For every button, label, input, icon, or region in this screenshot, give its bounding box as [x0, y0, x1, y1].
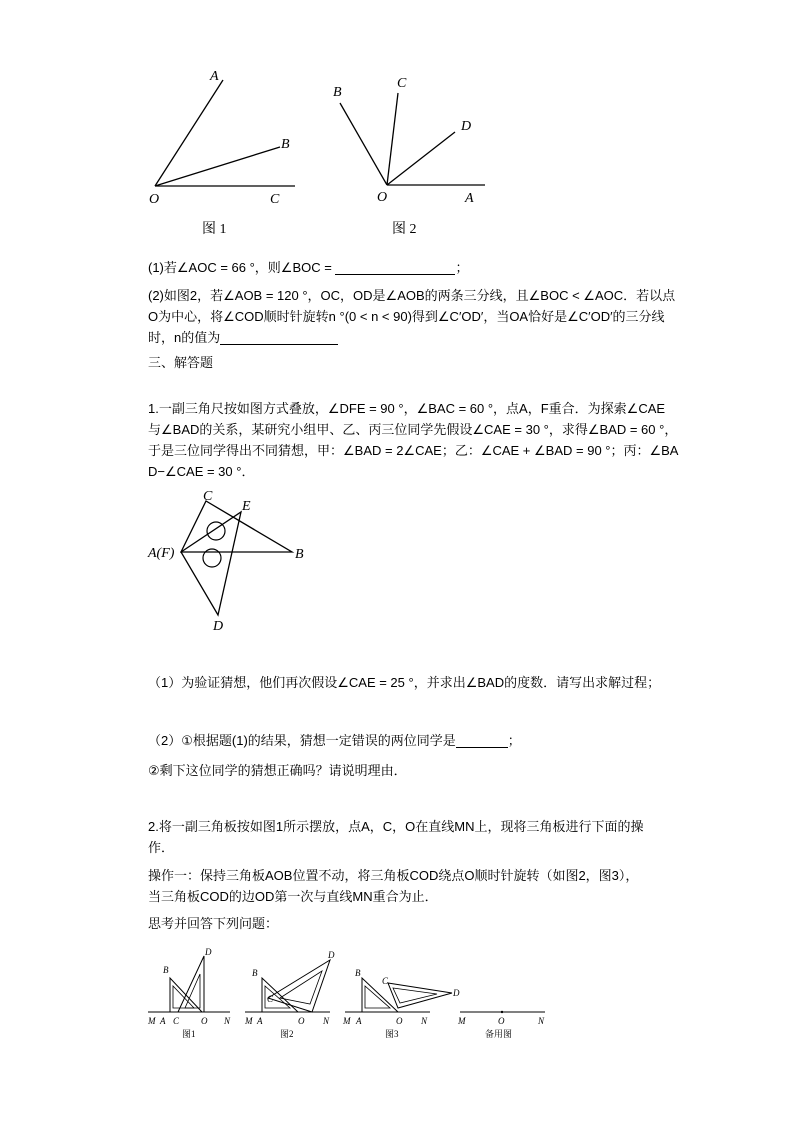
- problem-1-part-2a-text: （2）①根据题(1)的结果，猜想一定错误的两位同学是: [148, 733, 456, 748]
- label-c: C: [270, 192, 280, 207]
- triangle-cod: [388, 983, 452, 1008]
- label-c: C: [173, 1016, 180, 1026]
- question-2-line-3-text: 时，n的值为: [148, 330, 221, 345]
- label-n: N: [224, 1016, 231, 1026]
- caption-spare: 备用图: [485, 1029, 513, 1039]
- label-a: A: [356, 1016, 362, 1026]
- label-b: B: [252, 968, 258, 978]
- label-n: N: [421, 1016, 428, 1026]
- small-figure-2: [244, 950, 335, 1039]
- label-o: O: [149, 192, 160, 207]
- problem-1-part-2b: ②剩下这位同学的猜想正确吗？请说明理由．: [148, 763, 407, 778]
- label-b: B: [163, 965, 169, 975]
- problem-2-operation-line-1: 操作一：保持三角板AOB位置不动，将三角板COD绕点O顺时针旋转（如图2，图3），: [148, 868, 639, 883]
- label-o: O: [201, 1016, 208, 1026]
- problem-1-part-2a: [148, 730, 521, 751]
- small-figure-1: [147, 947, 231, 1039]
- label-d: D: [213, 619, 224, 634]
- right-angle-mark-upper: [207, 522, 225, 540]
- problem-1-line-4: D−∠CAE = 30 °．: [148, 464, 255, 479]
- problem-1-line-2: 与∠BAD的关系，某研究小组甲、乙、丙三位同学先假设∠CAE = 30 °，求得∠BAD = 60 °，: [148, 422, 678, 437]
- answer-blank-2[interactable]: [220, 330, 338, 345]
- problem-2-think: 思考并回答下列问题：: [148, 916, 279, 931]
- triangle-abc: [181, 501, 292, 552]
- label-d: D: [328, 950, 335, 960]
- problem-1-part-2a-end: ；: [507, 733, 521, 748]
- label-o: O: [498, 1016, 505, 1026]
- ray-oa: [155, 80, 223, 186]
- ray-oc: [387, 93, 398, 185]
- question-2-line-3: [148, 327, 338, 348]
- problem-1-line-1: 1.一副三角尺按如图方式叠放，∠DFE = 90 °，∠BAC = 60 °，点A，F重合．为探索∠CAE: [148, 401, 666, 416]
- triangle-aob-inner: [365, 986, 390, 1008]
- problem-1-line-3: 于是三位同学得出不同猜想，甲：∠BAD = 2∠CAE；乙：∠CAE + ∠BAD = 90 °；丙：∠BA: [148, 443, 679, 458]
- label-c: C: [382, 976, 389, 986]
- label-c: C: [203, 489, 213, 504]
- question-1-end: ；: [455, 260, 469, 275]
- label-m: M: [343, 1016, 351, 1026]
- caption-fig1: 图1: [182, 1029, 196, 1039]
- label-m: M: [148, 1016, 156, 1026]
- label-o: O: [298, 1016, 305, 1026]
- figure-2: [325, 65, 495, 215]
- label-c: C: [267, 994, 274, 1004]
- ray-ob: [155, 147, 280, 186]
- label-o: O: [377, 190, 388, 205]
- label-b: B: [281, 137, 290, 152]
- ray-od: [387, 132, 455, 185]
- problem-2-line-2: 作．: [148, 840, 175, 855]
- label-b: B: [355, 968, 361, 978]
- point-o: [501, 1011, 503, 1013]
- label-a: A: [465, 191, 474, 206]
- answer-blank-1[interactable]: [335, 260, 455, 275]
- label-a: A: [160, 1016, 166, 1026]
- figure-2-caption: 图 2: [392, 222, 417, 237]
- question-2-line-2: O为中心，将∠COD顺时针旋转n °(0 < n < 90)得到∠C′OD′，当OA恰好是∠C′OD′的三分线: [148, 309, 665, 324]
- label-a: A: [257, 1016, 263, 1026]
- figure-1-caption: 图 1: [202, 222, 227, 237]
- problem-2-line-1: 2.将一副三角板按如图1所示摆放，点A，C，O在直线MN上，现将三角板进行下面的操: [148, 819, 644, 834]
- label-m: M: [458, 1016, 466, 1026]
- small-figure-3: [342, 968, 460, 1039]
- label-af: A(F): [148, 546, 175, 561]
- label-m: M: [245, 1016, 253, 1026]
- label-n: N: [323, 1016, 330, 1026]
- label-d: D: [205, 947, 212, 957]
- problem-2-operation-line-2: 当三角板COD的边OD第一次与直线MN重合为止．: [148, 889, 438, 904]
- label-n: N: [538, 1016, 545, 1026]
- ray-ob: [340, 103, 387, 185]
- problem-1-figure: [145, 485, 320, 635]
- question-1-text: (1)若∠AOC = 66 °，则∠BOC =: [148, 260, 332, 275]
- label-o: O: [396, 1016, 403, 1026]
- label-d: D: [453, 988, 460, 998]
- label-b: B: [333, 85, 342, 100]
- question-1: [148, 257, 468, 278]
- small-figure-spare: [457, 1011, 545, 1039]
- problem-1-part-1: （1）为验证猜想，他们再次假设∠CAE = 25 °，并求出∠BAD的度数．请写出求解过程；: [148, 675, 661, 690]
- label-e: E: [242, 499, 251, 514]
- caption-fig3: 图3: [385, 1029, 399, 1039]
- caption-fig2: 图2: [280, 1029, 294, 1039]
- triangle-aob-inner: [173, 986, 194, 1008]
- figure-1: [140, 65, 310, 215]
- triangle-def: [181, 512, 241, 615]
- label-c: C: [397, 76, 407, 91]
- triangle-cod-inner: [280, 971, 322, 1004]
- question-2-line-1: (2)如图2，若∠AOB = 120 °，OC，OD是∠AOB的两条三分线，且∠BOC < ∠AOC．若以点: [148, 288, 676, 303]
- label-b: B: [295, 547, 304, 562]
- triangle-cod-inner: [393, 988, 437, 1003]
- label-d: D: [461, 119, 472, 134]
- problem-2-figures: [140, 940, 560, 1050]
- answer-blank-3[interactable]: [456, 733, 508, 748]
- section-title: 三、解答题: [148, 355, 214, 370]
- label-a: A: [210, 69, 219, 84]
